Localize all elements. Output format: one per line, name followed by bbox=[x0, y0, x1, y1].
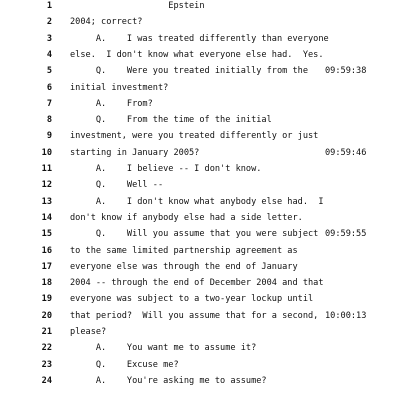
transcript-line bbox=[0, 245, 400, 257]
timestamp: 09:59:38 bbox=[325, 66, 367, 77]
line-number: 19 bbox=[41, 294, 52, 305]
transcript-line bbox=[0, 228, 400, 240]
line-number: 22 bbox=[41, 343, 52, 354]
timestamp: 10:00:13 bbox=[325, 310, 367, 321]
transcript-line bbox=[0, 0, 400, 12]
line-text: initial investment? bbox=[70, 82, 169, 93]
line-text: Q. Well -- bbox=[70, 180, 164, 191]
line-text: investment, were you treated differently or just bbox=[70, 131, 319, 142]
line-text: else. I don't know what everyone else had. Yes. bbox=[70, 49, 324, 60]
line-number: 6 bbox=[46, 82, 52, 93]
line-text: A. You want me to assume it? bbox=[70, 343, 257, 354]
transcript-line bbox=[0, 130, 400, 142]
line-number: 7 bbox=[46, 98, 52, 109]
line-number: 3 bbox=[46, 33, 52, 44]
transcript-line bbox=[0, 147, 400, 159]
line-text: Q. Will you assume that you were subject bbox=[70, 229, 319, 240]
line-text: 2004; correct? bbox=[70, 17, 143, 28]
transcript-line bbox=[0, 293, 400, 305]
line-text: please? bbox=[70, 327, 107, 337]
line-number: 11 bbox=[41, 164, 52, 174]
line-text: to the same limited partnership agreement as bbox=[70, 245, 298, 256]
line-number: 8 bbox=[46, 115, 52, 126]
line-number: 14 bbox=[41, 212, 52, 223]
line-text: don't know if anybody else had a side letter. bbox=[70, 212, 303, 223]
transcript-line bbox=[0, 65, 400, 77]
line-number: 4 bbox=[46, 49, 52, 60]
transcript-line bbox=[0, 261, 400, 273]
transcript-line bbox=[0, 359, 400, 371]
transcript-line bbox=[0, 277, 400, 289]
timestamp: 09:59:46 bbox=[325, 147, 367, 158]
line-number: 12 bbox=[41, 180, 52, 191]
transcript-line bbox=[0, 16, 400, 28]
line-text: Q. Excuse me? bbox=[70, 359, 179, 370]
transcript-line bbox=[0, 326, 400, 338]
line-number: 13 bbox=[41, 196, 52, 207]
line-number: 10 bbox=[41, 147, 52, 158]
transcript-line bbox=[0, 179, 400, 191]
line-text: A. You're asking me to assume? bbox=[70, 375, 267, 386]
line-number: 5 bbox=[46, 66, 52, 77]
line-text: starting in January 2005? bbox=[70, 147, 200, 158]
line-text: A. I was treated differently than everyone bbox=[70, 33, 329, 44]
transcript-line bbox=[0, 163, 400, 175]
line-text: 2004 -- through the end of December 2004 and that bbox=[70, 278, 324, 289]
line-text: everyone else was through the end of January bbox=[70, 261, 298, 272]
transcript-line bbox=[0, 342, 400, 354]
line-number: 15 bbox=[41, 229, 52, 240]
transcript-line bbox=[0, 33, 400, 45]
transcript-line bbox=[0, 114, 400, 126]
line-number: 1 bbox=[46, 1, 52, 11]
line-text: that period? Will you assume that for a second, bbox=[70, 310, 319, 321]
transcript-line bbox=[0, 196, 400, 208]
line-number: 16 bbox=[41, 245, 52, 256]
line-text: A. I don't know what anybody else had. I bbox=[70, 196, 324, 207]
line-number: 18 bbox=[41, 278, 52, 289]
line-number: 21 bbox=[41, 327, 52, 337]
timestamp: 09:59:55 bbox=[325, 229, 367, 240]
line-number: 17 bbox=[41, 261, 52, 272]
line-text: A. I believe -- I don't know. bbox=[70, 164, 262, 174]
line-number: 24 bbox=[41, 375, 52, 386]
line-number: 23 bbox=[41, 359, 52, 370]
line-text: A. From? bbox=[70, 98, 153, 109]
line-number: 9 bbox=[46, 131, 52, 142]
line-text: Q. From the time of the initial bbox=[70, 115, 272, 126]
line-number: 20 bbox=[41, 310, 52, 321]
line-text: Q. Were you treated initially from the bbox=[70, 66, 308, 77]
line-number: 2 bbox=[46, 17, 52, 28]
transcript-line bbox=[0, 375, 400, 387]
transcript-line bbox=[0, 98, 400, 110]
line-text: everyone was subject to a two-year lockup until bbox=[70, 294, 314, 305]
transcript-line bbox=[0, 49, 400, 61]
transcript-line bbox=[0, 212, 400, 224]
transcript-line bbox=[0, 82, 400, 94]
line-text: Epstein bbox=[70, 1, 205, 11]
transcript-line bbox=[0, 310, 400, 322]
